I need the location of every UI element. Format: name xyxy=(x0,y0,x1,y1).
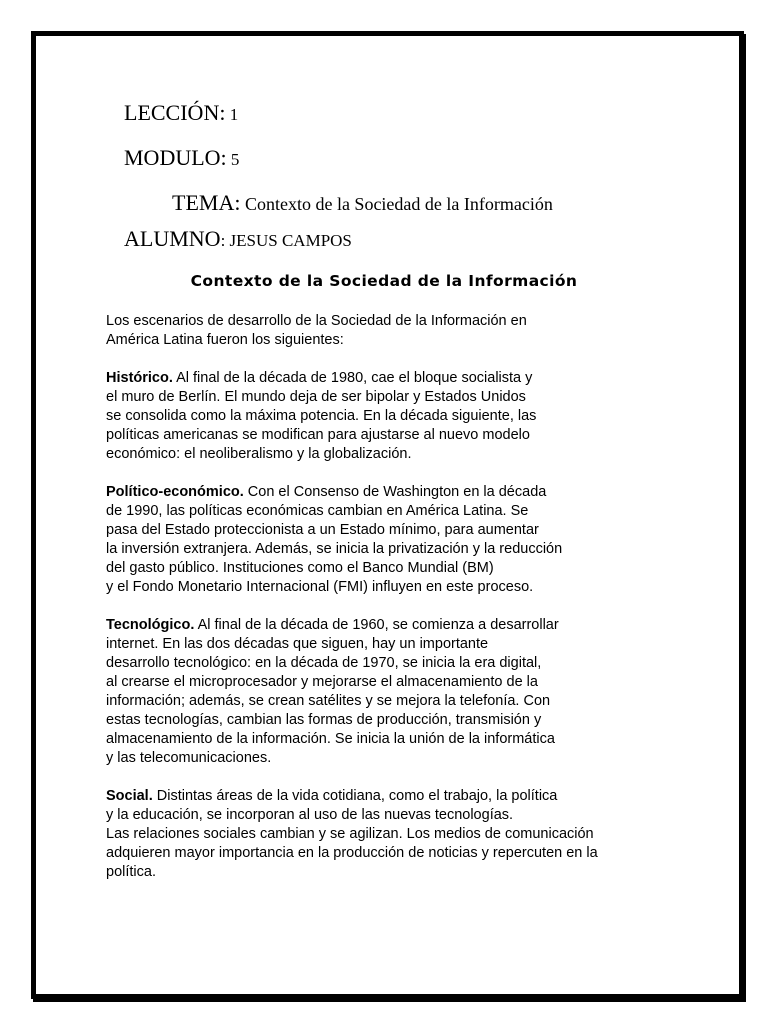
intro-paragraph: Los escenarios de desarrollo de la Sociedad de la Información en América Latina fueron los siguientes: xyxy=(106,313,527,348)
document-body xyxy=(106,312,686,901)
section-politico-economico xyxy=(106,483,686,597)
document-title: Contexto de la Sociedad de la Información xyxy=(190,272,578,290)
section-text: Al final de la década de 1980, cae el bloque socialista y el muro de Berlín. El mundo deja de ser bipolar y Estados Unidos se consolida como la máxima potencia. En la década siguiente, las políticas americanas se modifican para ajustarse al nuevo modelo económico: el neoliberalismo y la globalización. xyxy=(106,370,537,462)
modulo-line xyxy=(124,145,239,171)
modulo-label: MODULO: xyxy=(124,145,227,170)
section-text: Al final de la década de 1960, se comienza a desarrollar internet. En las dos décadas que siguen, hay un importante desarrollo tecnológico: en la década de 1970, se inicia la era digital, al crearse el microprocesador y mejorarse el almacenamiento de la información; además, se crean satélites y se mejora la telefonía. Con estas tecnologías, cambian las formas de producción, transmisión y almacenamiento de la información. Se inicia la unión de la informática y las telecomunicaciones. xyxy=(106,617,559,766)
section-historico xyxy=(106,369,686,464)
alumno-value: : JESUS CAMPOS xyxy=(220,231,352,250)
section-heading: Histórico. xyxy=(106,370,173,386)
tema-label: TEMA: xyxy=(172,190,241,215)
section-heading: Social. xyxy=(106,788,153,804)
section-tecnologico xyxy=(106,616,686,768)
tema-value: Contexto de la Sociedad de la Información xyxy=(240,194,553,214)
section-heading: Tecnológico. xyxy=(106,617,195,633)
alumno-label: ALUMNO xyxy=(124,226,221,251)
leccion-label: LECCIÓN: xyxy=(124,100,226,125)
section-text: Distintas áreas de la vida cotidiana, como el trabajo, la política y la educación, se incorporan al uso de las nuevas tecnologías. Las relaciones sociales cambian y se agilizan. Los medios de comunicación adquieren mayor importancia en la producción de noticias y repercuten en la política. xyxy=(106,788,598,880)
alumno-line xyxy=(124,226,352,252)
leccion-line xyxy=(124,100,238,126)
section-text: Con el Consenso de Washington en la década de 1990, las políticas económicas cambian en América Latina. Se pasa del Estado proteccionista a un Estado mínimo, para aumentar la inversión extranjera. Además, se inicia la privatización y la reducción del gasto público. Instituciones como el Banco Mundial (BM) y el Fondo Monetario Internacional (FMI) influyen en este proceso. xyxy=(106,484,563,595)
tema-line xyxy=(172,190,553,216)
section-social xyxy=(106,787,686,882)
section-heading: Político-económico. xyxy=(106,484,244,500)
leccion-value: 1 xyxy=(225,105,239,124)
modulo-value: 5 xyxy=(226,150,240,169)
